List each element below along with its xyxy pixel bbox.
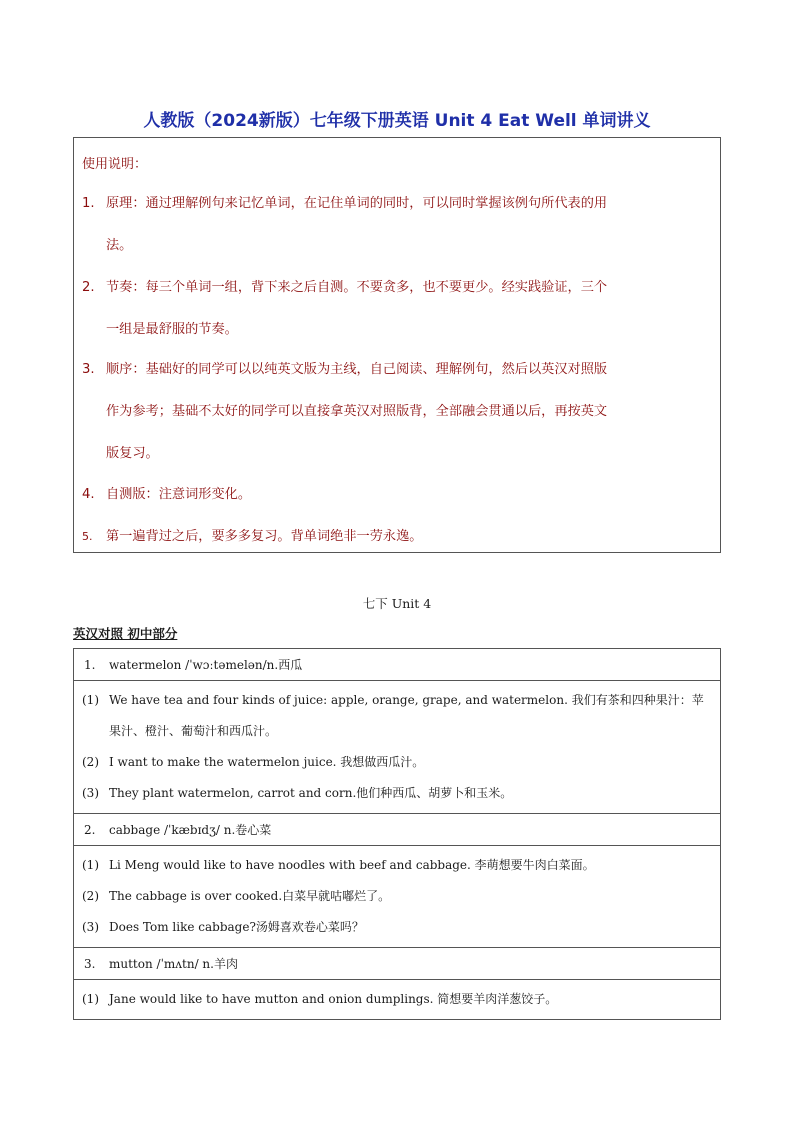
instruction-text: 节奏：每三个单词一组，背下来之后自测。不要贪多，也不要更少。经实践验证，三个 [106,280,608,295]
example-row [74,685,720,747]
word-entry: cabbage /ˈkæbɪdʒ/ n.卷心菜 [109,823,272,837]
word-entry: mutton /ˈmʌtn/ n.羊肉 [109,957,238,971]
example-text: Jane would like to have mutton and onion dumplings. 简想要羊肉洋葱饺子。 [109,992,558,1006]
example-number: (2) [82,889,99,903]
instruction-text: 自测版：注意词形变化。 [106,487,252,502]
example-number: (3) [82,786,99,800]
example-row [74,747,720,778]
vocab-table [73,648,721,1020]
section-title: 七下 Unit 4 [362,596,432,611]
example-row [74,912,720,943]
instruction-number: 5. [82,530,93,543]
example-number: (1) [82,858,99,872]
example-number: (3) [82,920,99,934]
example-number: (2) [82,755,99,769]
word-entry: watermelon /ˈwɔːtəmelən/n.西瓜 [109,658,303,672]
example-text: I want to make the watermelon juice. 我想做西瓜汁。 [109,755,425,769]
instruction-text-cont: 作为参考；基础不太好的同学可以直接拿英汉对照版背，全部融会贯通以后，再按英文 [106,404,608,419]
instruction-number: 4. [82,487,95,502]
example-row [74,984,720,1015]
instruction-item-2 [82,267,712,351]
word-number: 3. [84,956,96,971]
example-row [74,778,720,809]
instruction-text: 顺序：基础好的同学可以以纯英文版为主线，自己阅读、理解例句，然后以英汉对照版 [106,362,608,377]
example-group [74,980,720,1019]
example-text: We have tea and four kinds of juice: apple, orange, grape, and watermelon. 我们有茶和四种果汁：苹果汁、橙汁、葡萄汁和西瓜汁。 [109,693,704,738]
example-text: Does Tom like cabbage?汤姆喜欢卷心菜吗？ [109,920,364,934]
instruction-item-3 [82,349,712,475]
word-number: 2. [84,822,96,837]
document-title: 人教版（2024新版）七年级下册英语 Unit 4 Eat Well 单词讲义 [143,111,651,131]
instruction-text-cont: 法。 [106,238,133,253]
example-row [74,881,720,912]
example-group [74,846,720,948]
word-row [74,814,720,846]
instruction-number: 3. [82,362,95,377]
instruction-item-4 [82,474,712,516]
instructions-box [73,137,721,553]
word-row [74,948,720,980]
instruction-item-5 [82,516,712,558]
instruction-item-1 [82,183,712,267]
instruction-text: 原理：通过理解例句来记忆单词，在记住单词的同时，可以同时掌握该例句所代表的用 [106,196,608,211]
instruction-text: 第一遍背过之后，要多多复习。背单词绝非一劳永逸。 [106,529,423,544]
word-number: 1. [84,657,96,672]
sub-heading: 英汉对照 初中部分 [73,626,178,641]
example-text: The cabbage is over cooked.白菜早就咕嘟烂了。 [109,889,391,903]
example-group [74,681,720,814]
instruction-number: 2. [82,280,95,295]
instruction-text-cont: 版复习。 [106,446,159,461]
example-row [74,850,720,881]
example-number: (1) [82,992,99,1006]
example-text: Li Meng would like to have noodles with beef and cabbage. 李萌想要牛肉白菜面。 [109,858,595,872]
instruction-number: 1. [82,196,95,211]
word-row [74,649,720,681]
example-text: They plant watermelon, carrot and corn.他们种西瓜、胡萝卜和玉米。 [109,786,513,800]
example-number: (1) [82,693,99,707]
instructions-heading: 使用说明： [82,157,148,172]
instruction-text-cont: 一组是最舒服的节奏。 [106,322,238,337]
